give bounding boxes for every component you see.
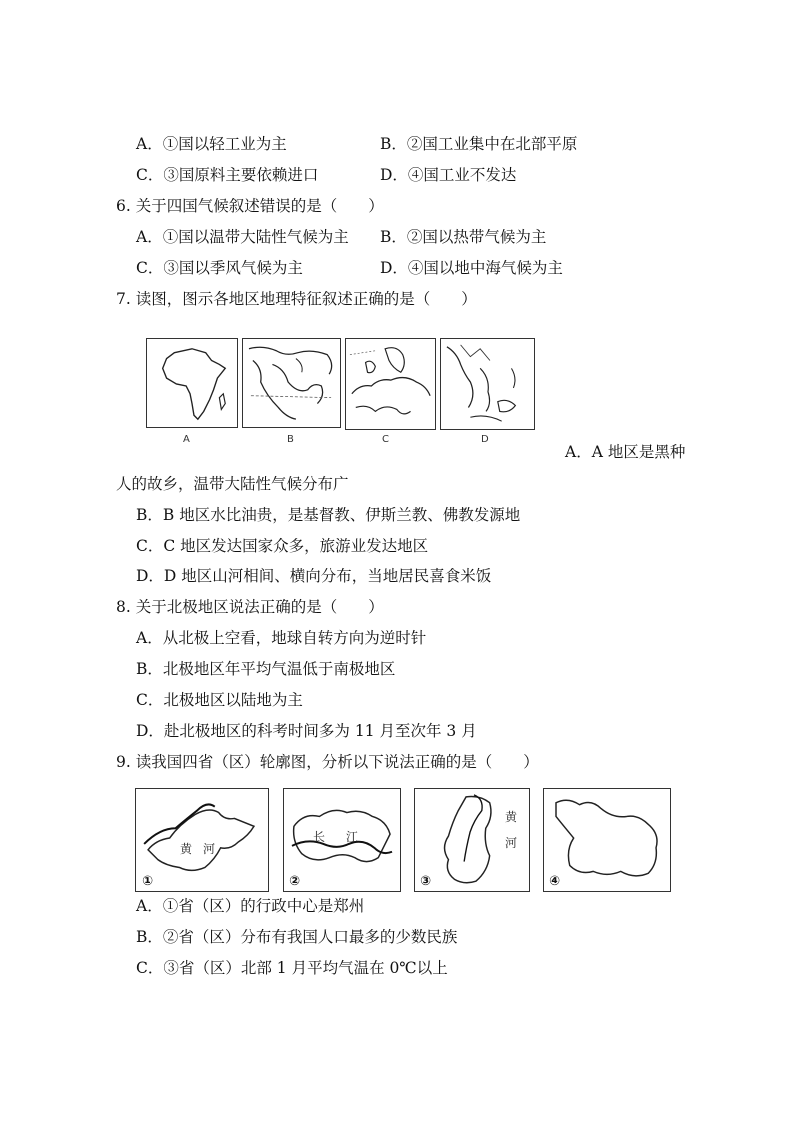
southeast-asia-outline-icon [441, 339, 534, 429]
map-label-d: D [481, 434, 489, 445]
map-southeast-asia [440, 338, 535, 430]
river-label-chang: 长 [313, 830, 326, 844]
q8-option-a: A．从北极上空看，地球自转方向为逆时针 [136, 629, 427, 647]
map-marker-2: ② [289, 874, 301, 889]
q8-option-c: C．北极地区以陆地为主 [136, 691, 303, 709]
river-label-he-2: 河 [505, 836, 518, 850]
river-label-jiang: 江 [346, 830, 359, 844]
q6-option-c: C．③国以季风气候为主 [136, 259, 303, 277]
q9-stem: 9. 读我国四省（区）轮廓图，分析以下说法正确的是（ ） [116, 753, 539, 771]
map-province-4 [543, 788, 671, 892]
map-label-b: B [287, 434, 294, 445]
q7-option-a-part1: A．A 地区是黑种 [565, 443, 686, 461]
middle-east-outline-icon [243, 339, 340, 427]
q6-option-d: D．④国以地中海气候为主 [380, 259, 563, 277]
europe-outline-icon [346, 339, 435, 429]
q9-option-a: A．①省（区）的行政中心是郑州 [136, 897, 365, 915]
map-middle-east [242, 338, 341, 428]
map-marker-3: ③ [420, 874, 432, 889]
river-label-he-1: 河 [203, 842, 216, 856]
map-europe [345, 338, 436, 430]
map-label-a: A [183, 434, 190, 445]
q8-stem: 8. 关于北极地区说法正确的是（ ） [116, 598, 384, 616]
q7-option-c: C．C 地区发达国家众多，旅游业发达地区 [136, 537, 429, 555]
map-marker-1: ① [142, 874, 154, 889]
q9-option-c: C．③省（区）北部 1 月平均气温在 0℃以上 [136, 959, 448, 977]
heilongjiang-outline-icon [544, 789, 670, 891]
river-label-huang-1: 黄 [180, 842, 193, 856]
q5-option-b: B．②国工业集中在北部平原 [380, 135, 578, 153]
q5-option-c: C．③国原料主要依赖进口 [136, 166, 319, 184]
q7-stem: 7. 读图，图示各地区地理特征叙述正确的是（ ） [116, 290, 477, 308]
map-africa [146, 338, 238, 428]
river-label-huang-2: 黄 [505, 810, 518, 824]
africa-outline-icon [147, 339, 237, 427]
hubei-outline-icon [284, 789, 400, 891]
q6-stem: 6. 关于四国气候叙述错误的是（ ） [116, 197, 384, 215]
map-province-2 [283, 788, 401, 892]
map-marker-4: ④ [549, 874, 561, 889]
q7-option-a-part2: 人的故乡，温带大陆性气候分布广 [116, 475, 349, 493]
map-province-1 [135, 788, 269, 892]
q5-option-d: D．④国工业不发达 [380, 166, 517, 184]
q8-option-b: B．北极地区年平均气温低于南极地区 [136, 660, 396, 678]
shandong-outline-icon [136, 789, 268, 891]
q5-option-a: A．①国以轻工业为主 [136, 135, 287, 153]
q9-option-b: B．②省（区）分布有我国人口最多的少数民族 [136, 928, 458, 946]
q6-option-a: A．①国以温带大陆性气候为主 [136, 228, 349, 246]
q8-option-d: D．赴北极地区的科考时间多为 11 月至次年 3 月 [136, 722, 477, 740]
q6-option-b: B．②国以热带气候为主 [380, 228, 547, 246]
q7-option-b: B．B 地区水比油贵，是基督教、伊斯兰教、佛教发源地 [136, 506, 521, 524]
q7-option-d: D．D 地区山河相间、横向分布，当地居民喜食米饭 [136, 567, 492, 585]
map-label-c: C [382, 434, 389, 445]
